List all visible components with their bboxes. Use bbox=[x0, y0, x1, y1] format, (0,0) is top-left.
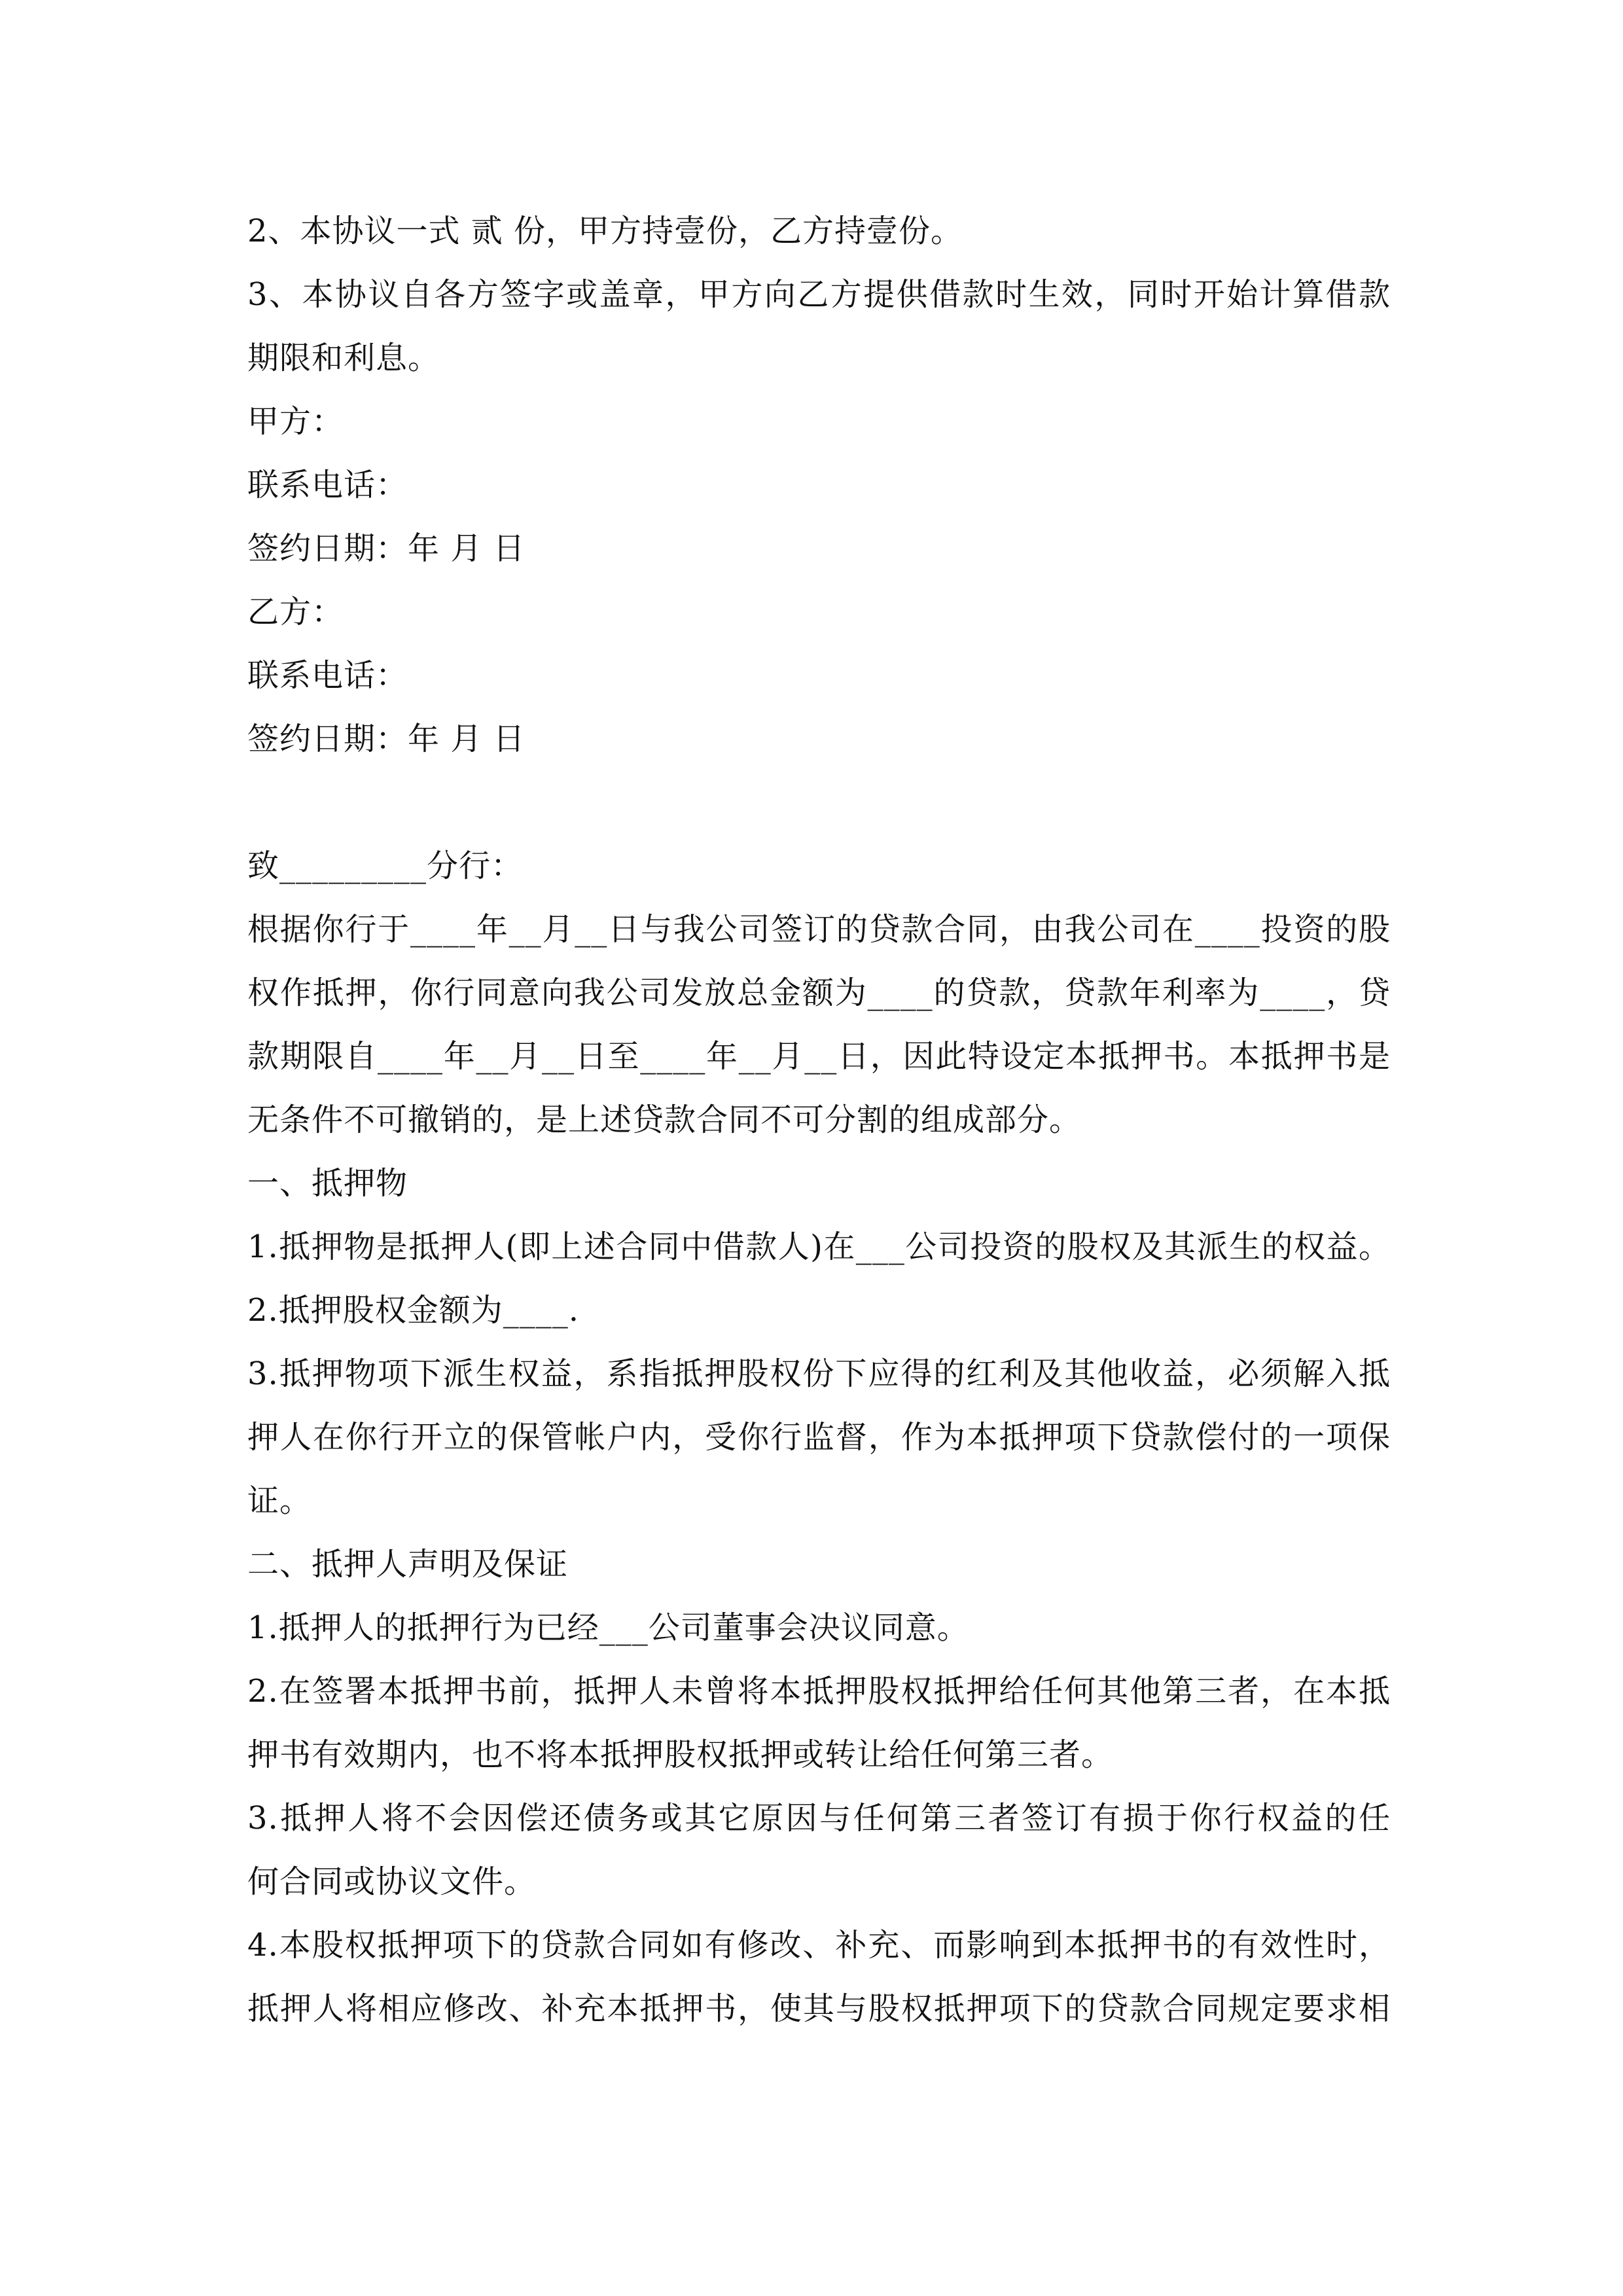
party-b-phone: 联系电话： bbox=[247, 657, 408, 694]
letter-body-line-3: 款期限自____年__月__日至____年__月__日，因此特设定本抵押书。本抵押书是 bbox=[247, 1038, 1391, 1075]
declaration-item-1: 1.抵押人的抵押行为已经___公司董事会决议同意。 bbox=[247, 1609, 969, 1646]
declaration-item-3-cont: 何合同或协议文件。 bbox=[247, 1863, 537, 1900]
clause-effective: 3、本协议自各方签字或盖章，甲方向乙方提供借款时生效，同时开始计算借款 bbox=[247, 276, 1391, 313]
section-gap bbox=[247, 771, 1391, 834]
declaration-item-2-cont: 押书有效期内，也不将本抵押股权抵押或转让给任何第三者。 bbox=[247, 1736, 1114, 1773]
party-b-date: 签约日期：年 月 日 bbox=[247, 721, 526, 757]
letter-body-line-2: 权作抵押，你行同意向我公司发放总金额为____的贷款，贷款年利率为____，贷 bbox=[247, 975, 1391, 1011]
party-a-date: 签约日期：年 月 日 bbox=[247, 530, 526, 567]
collateral-item-1: 1.抵押物是抵押人(即上述合同中借款人)在___公司投资的股权及其派生的权益。 bbox=[247, 1229, 1391, 1265]
party-a-label: 甲方： bbox=[247, 403, 344, 440]
declaration-item-4-cont: 抵押人将相应修改、补充本抵押书，使其与股权抵押项下的贷款合同规定要求相 bbox=[247, 1990, 1391, 2027]
pledge-letter bbox=[247, 834, 1391, 2041]
letter-addressee: 致_________分行： bbox=[247, 848, 524, 884]
letter-body-line-1: 根据你行于____年__月__日与我公司签订的贷款合同，由我公司在____投资的股 bbox=[247, 911, 1391, 948]
section-heading-collateral: 一、抵押物 bbox=[247, 1165, 408, 1202]
collateral-item-3: 3.抵押物项下派生权益，系指抵押股权份下应得的红利及其他收益，必须解入抵 bbox=[247, 1355, 1391, 1392]
collateral-item-3-cont: 押人在你行开立的保管帐户内，受你行监督，作为本抵押项下贷款偿付的一项保 bbox=[247, 1419, 1391, 1456]
agreement-clauses bbox=[247, 200, 1391, 771]
section-heading-declaration: 二、抵押人声明及保证 bbox=[247, 1546, 569, 1583]
clause-effective-cont: 期限和利息。 bbox=[247, 340, 440, 376]
party-a-phone: 联系电话： bbox=[247, 467, 408, 503]
declaration-item-4: 4.本股权抵押项下的贷款合同如有修改、补充、而影响到本抵押书的有效性时， bbox=[247, 1927, 1391, 1964]
letter-body-line-4: 无条件不可撤销的，是上述贷款合同不可分割的组成部分。 bbox=[247, 1102, 1082, 1138]
collateral-item-3-end: 证。 bbox=[247, 1482, 312, 1519]
declaration-item-3: 3.抵押人将不会因偿还债务或其它原因与任何第三者签订有损于你行权益的任 bbox=[247, 1800, 1391, 1837]
party-b-label: 乙方： bbox=[247, 594, 344, 630]
declaration-item-2: 2.在签署本抵押书前，抵押人未曾将本抵押股权抵押给任何其他第三者，在本抵 bbox=[247, 1673, 1391, 1710]
clause-copies: 2、本协议一式 贰 份，甲方持壹份，乙方持壹份。 bbox=[247, 213, 963, 249]
collateral-item-2: 2.抵押股权金额为____. bbox=[247, 1292, 580, 1329]
